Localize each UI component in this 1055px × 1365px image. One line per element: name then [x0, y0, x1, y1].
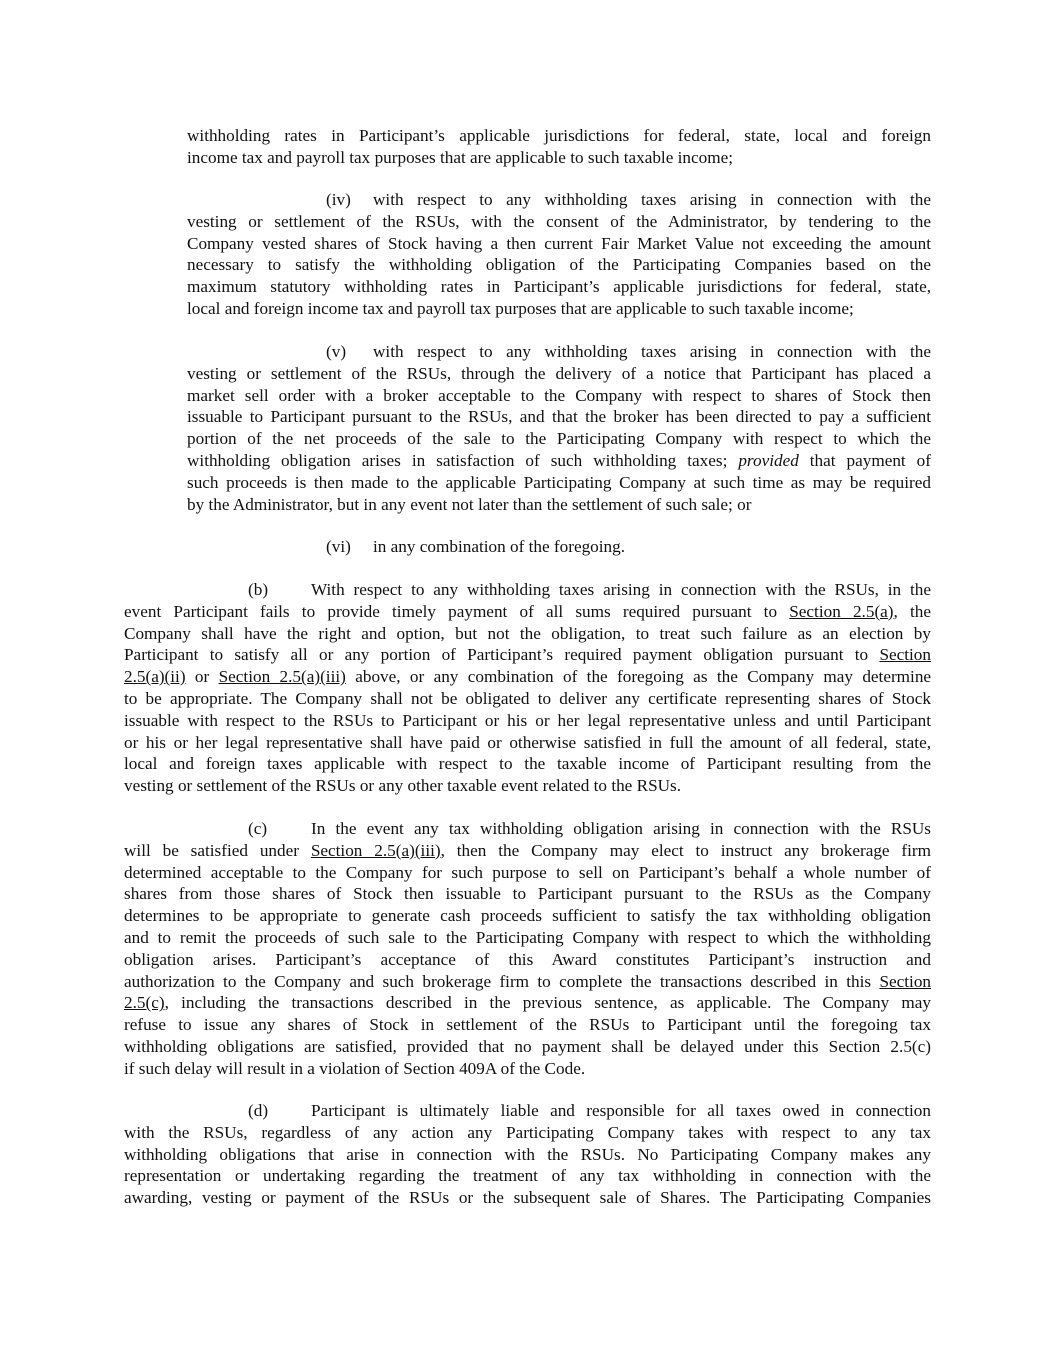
text-line: shares from those shares of Stock then issuable to Participant pursuant to the RSUs as the Company	[124, 884, 931, 904]
text-fragment: , the	[893, 601, 932, 621]
text-line: maximum statutory withholding rates in Participant’s applicable jurisdictions for federal, state,	[187, 277, 931, 297]
text-line	[124, 818, 931, 840]
text-fragment: event Participant fails to provide timely payment of all sums required pursuant to	[124, 601, 778, 621]
text-line: local and foreign income tax and payroll tax purposes that are applicable to such taxable income;	[187, 298, 854, 318]
text-fragment: in any combination of the foregoing.	[373, 537, 626, 556]
paragraph-vi	[187, 536, 931, 558]
text-line: determined acceptable to the Company for such purpose to sell on Participant’s behalf a whole number of	[124, 862, 931, 882]
text-line: market sell order with a broker acceptable to the Company with respect to shares of Stock then	[187, 385, 931, 405]
text-line: vesting or settlement of the RSUs, with the consent of the Administrator, by tendering to the	[187, 211, 931, 231]
text-fragment: withholding obligation arises in satisfaction of such withholding taxes;	[187, 450, 728, 470]
text-fragment: Participant to satisfy all or any portion of Participant’s required payment obligation pursuant to	[124, 645, 869, 665]
text-line	[187, 536, 931, 558]
section-reference: Section	[879, 971, 932, 991]
paragraph-b	[124, 579, 931, 797]
text-line	[124, 579, 931, 601]
text-line: vesting or settlement of the RSUs, through the delivery of a notice that Participant has placed a	[187, 363, 931, 383]
text-line	[124, 601, 931, 623]
text-fragment: with respect to any withholding taxes arising in connection with the	[373, 342, 931, 361]
text-line: determines to be appropriate to generate cash proceeds sufficient to satisfy the tax withholding obligation	[124, 906, 931, 926]
text-line	[124, 644, 931, 666]
text-line: awarding, vesting or payment of the RSUs or the subsequent sale of Shares. The Participating Companies	[124, 1188, 931, 1208]
text-line	[124, 840, 931, 862]
text-line	[124, 971, 931, 993]
italic-term: provided	[738, 450, 799, 470]
text-fragment: Participant is ultimately liable and responsible for all taxes owed in connection	[311, 1101, 931, 1120]
text-fragment: with respect to any withholding taxes arising in connection with the	[373, 190, 931, 209]
text-line: withholding obligations are satisfied, provided that no payment shall be delayed under this Section 2.5(c)	[124, 1036, 931, 1056]
text-line: refuse to issue any shares of Stock in settlement of the RSUs to Participant until the foregoing tax	[124, 1015, 931, 1035]
text-fragment: authorization to the Company and such brokerage firm to complete the transactions described in this	[124, 971, 872, 991]
text-fragment: or	[194, 667, 210, 687]
text-line	[124, 666, 931, 688]
text-line: Company vested shares of Stock having a then current Fair Market Value not exceeding the amount	[187, 233, 931, 253]
text-line	[187, 341, 931, 363]
paragraph-label: (b)	[248, 580, 269, 599]
text-line: income tax and payroll tax purposes that are applicable to such taxable income;	[187, 147, 733, 167]
text-fragment: above, or any combination of the foregoing as the Company may determine	[355, 667, 932, 687]
text-line: portion of the net proceeds of the sale to the Participating Company with respect to which the	[187, 429, 931, 449]
paragraph-d	[124, 1100, 931, 1209]
text-line: withholding obligations that arise in connection with the RSUs. No Participating Company makes any	[124, 1144, 931, 1164]
section-reference: Section	[879, 645, 931, 665]
text-line: such proceeds is then made to the applicable Participating Company at such time as may be required	[187, 472, 931, 492]
text-fragment: , then the Company may elect to instruct any brokerage firm	[440, 840, 932, 860]
section-reference: Section 2.5(a)(iii)	[310, 840, 441, 860]
text-line: by the Administrator, but in any event not later than the settlement of such sale; or	[187, 494, 752, 514]
section-reference: 2.5(c)	[124, 993, 165, 1013]
text-line: representation or undertaking regarding the treatment of any tax withholding in connection with the	[124, 1166, 931, 1186]
text-fragment: , including the transactions described in the previous sentence, as applicable. The Company may	[164, 993, 931, 1013]
paragraph-label: (vi)	[326, 537, 351, 556]
paragraph-c	[124, 818, 931, 1080]
paragraph-label: (d)	[248, 1101, 269, 1120]
section-reference: Section 2.5(a)(iii)	[218, 667, 346, 687]
section-reference: Section 2.5(a)	[789, 601, 894, 621]
text-line: local and foreign taxes applicable with respect to the taxable income of Participant resulting from the	[124, 754, 931, 774]
text-line: to be appropriate. The Company shall not be obligated to deliver any certificate representing shares of Stock	[124, 688, 931, 708]
paragraph-label: (c)	[248, 819, 268, 838]
text-line: vesting or settlement of the RSUs or any other taxable event related to the RSUs.	[124, 776, 682, 796]
text-fragment: that payment of	[809, 450, 932, 470]
paragraph-continuation	[187, 125, 931, 169]
text-line: if such delay will result in a violation of Section 409A of the Code.	[124, 1058, 586, 1078]
text-line	[124, 992, 931, 1014]
paragraph-label: (iv)	[326, 190, 351, 209]
text-fragment: In the event any tax withholding obligation arising in connection with the RSUs	[311, 819, 931, 838]
text-line: or his or her legal representative shall have paid or otherwise satisfied in full the amount of all federal, state,	[124, 732, 931, 752]
text-line: necessary to satisfy the withholding obligation of the Participating Companies based on the	[187, 255, 931, 275]
paragraph-label: (v)	[326, 342, 347, 361]
text-line: with the RSUs, regardless of any action any Participating Company takes with respect to any tax	[124, 1122, 931, 1142]
text-line	[124, 1100, 931, 1122]
text-line	[187, 450, 931, 472]
paragraph-iv	[187, 189, 931, 320]
text-line	[187, 189, 931, 211]
text-fragment: will be satisfied under	[124, 840, 299, 860]
text-line: withholding rates in Participant’s applicable jurisdictions for federal, state, local and foreign	[187, 126, 931, 145]
text-line: and to remit the proceeds of such sale to the Participating Company with respect to which the withholding	[124, 927, 931, 947]
text-line: Company shall have the right and option, but not the obligation, to treat such failure as an election by	[124, 623, 931, 643]
section-reference: 2.5(a)(ii)	[124, 667, 186, 687]
text-line: issuable to Participant pursuant to the RSUs, and that the broker has been directed to pay a sufficient	[187, 407, 931, 427]
text-line: issuable with respect to the RSUs to Participant or his or her legal representative unless and until Participant	[124, 710, 931, 730]
text-line: obligation arises. Participant’s acceptance of this Award constitutes Participant’s instruction and	[124, 949, 931, 969]
paragraph-v	[187, 341, 931, 515]
text-fragment: With respect to any withholding taxes arising in connection with the RSUs, in the	[311, 580, 931, 599]
